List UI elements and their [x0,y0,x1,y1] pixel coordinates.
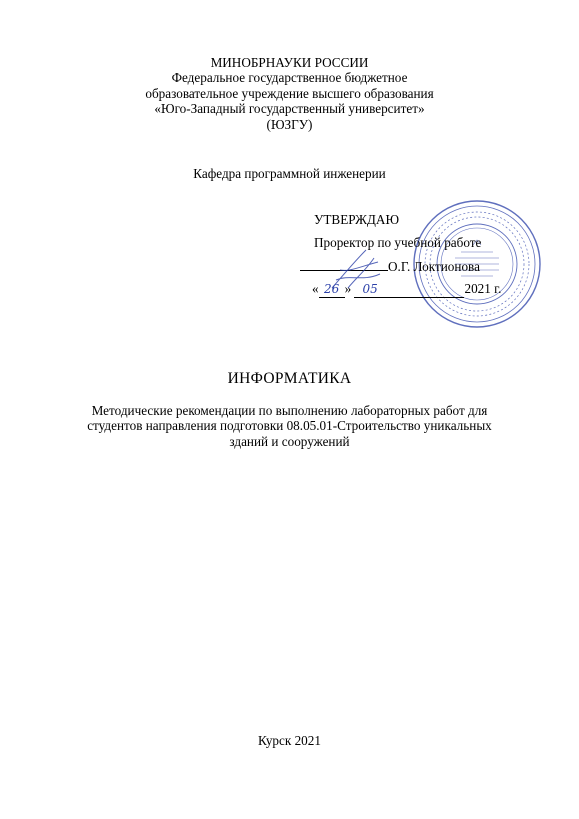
city-year-footer: Курск 2021 [258,733,321,748]
date-close-quote: » [344,281,352,296]
document-subtitle [0,403,579,449]
university-abbreviation: (ЮЗГУ) [266,116,313,132]
institution-type-line-1: Федеральное государственное бюджетное [171,70,408,86]
date-year: 2021 г. [464,281,502,296]
approval-title: УТВЕРЖДАЮ [314,212,400,227]
approver-name: О.Г. Локтионова [388,259,480,274]
approver-position: Проректор по учебной работе [314,235,482,250]
institution-type-line-2: образовательное учреждение высшего образования [145,85,434,101]
date-day: 26 [319,282,345,298]
ministry-name: МИНОБРНАУКИ РОССИИ [210,55,369,70]
date-month: 05 [354,282,464,298]
subtitle-line-1: Методические рекомендации по выполнению лабораторных работ для [91,403,488,418]
document-title: ИНФОРМАТИКА [227,370,352,387]
date-open-quote: « [312,281,319,296]
department-name: Кафедра программной инженерии [193,166,386,181]
subtitle-line-3: зданий и сооружений [229,433,350,449]
organization-header [0,55,579,132]
subtitle-line-2: студентов направления подготовки 08.05.01-Строительство уникальных [87,418,492,434]
university-name: «Юго-Западный государственный университет» [154,101,425,117]
handwritten-signature [326,244,386,294]
approval-block [300,208,530,328]
